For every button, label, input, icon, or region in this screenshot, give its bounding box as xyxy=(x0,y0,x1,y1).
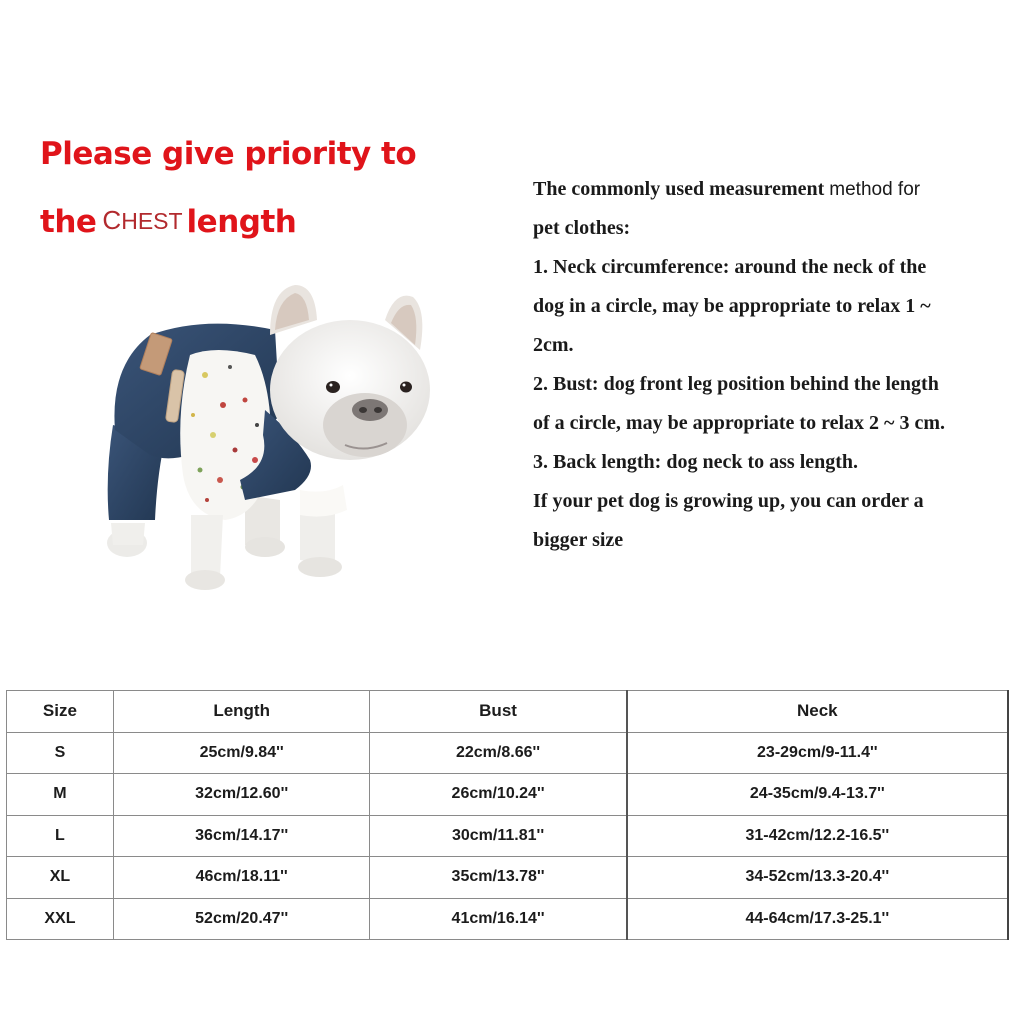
headline-line-1 xyxy=(40,136,417,172)
table-header-row xyxy=(7,691,1009,733)
product-image-dog xyxy=(95,275,440,600)
headline-emphasis-chest: CHEST xyxy=(102,205,183,235)
table-row xyxy=(7,815,1009,857)
cell-length: 36cm/14.17'' xyxy=(113,815,370,857)
cell-neck: 34-52cm/13.3-20.4'' xyxy=(627,857,1008,899)
method-bust-line1: 2. Bust: dog front leg position behind the length xyxy=(533,373,939,395)
cell-size: XXL xyxy=(7,898,114,940)
cell-size: L xyxy=(7,815,114,857)
header-neck: Neck xyxy=(627,691,1008,733)
cell-length: 46cm/18.11'' xyxy=(113,857,370,899)
table-row xyxy=(7,774,1009,816)
table-row xyxy=(7,732,1009,774)
cell-bust: 35cm/13.78'' xyxy=(370,857,627,899)
headline-line-2 xyxy=(40,204,297,240)
cell-bust: 26cm/10.24'' xyxy=(370,774,627,816)
cell-size: S xyxy=(7,732,114,774)
cell-bust: 30cm/11.81'' xyxy=(370,815,627,857)
cell-bust: 22cm/8.66'' xyxy=(370,732,627,774)
measurement-method xyxy=(533,170,1003,560)
cell-bust: 41cm/16.14'' xyxy=(370,898,627,940)
headline-suffix: length xyxy=(186,204,297,240)
header-bust: Bust xyxy=(370,691,627,733)
method-note-line1: If your pet dog is growing up, you can order a xyxy=(533,490,924,512)
method-intro: The commonly used measurement method for xyxy=(533,178,921,200)
method-bust-line2: of a circle, may be appropriate to relax 2 ~ 3 cm. xyxy=(533,412,945,434)
header-length: Length xyxy=(113,691,370,733)
cell-neck: 31-42cm/12.2-16.5'' xyxy=(627,815,1008,857)
size-chart-table xyxy=(6,690,1009,940)
method-neck-line1: 1. Neck circumference: around the neck of the xyxy=(533,256,927,278)
method-neck-line3: 2cm. xyxy=(533,334,574,356)
table-row xyxy=(7,857,1009,899)
cell-neck: 23-29cm/9-11.4'' xyxy=(627,732,1008,774)
method-back-length: 3. Back length: dog neck to ass length. xyxy=(533,451,859,473)
cell-size: XL xyxy=(7,857,114,899)
method-neck-line2: dog in a circle, may be appropriate to relax 1 ~ xyxy=(533,295,931,317)
table-row xyxy=(7,898,1009,940)
cell-neck: 44-64cm/17.3-25.1'' xyxy=(627,898,1008,940)
headline-text: Please give priority to xyxy=(40,136,417,172)
headline-prefix: the xyxy=(40,204,97,240)
cell-length: 25cm/9.84'' xyxy=(113,732,370,774)
cell-size: M xyxy=(7,774,114,816)
header-size: Size xyxy=(7,691,114,733)
method-intro-line2: pet clothes: xyxy=(533,217,631,239)
cell-length: 52cm/20.47'' xyxy=(113,898,370,940)
cell-length: 32cm/12.60'' xyxy=(113,774,370,816)
method-note-line2: bigger size xyxy=(533,529,624,551)
cell-neck: 24-35cm/9.4-13.7'' xyxy=(627,774,1008,816)
